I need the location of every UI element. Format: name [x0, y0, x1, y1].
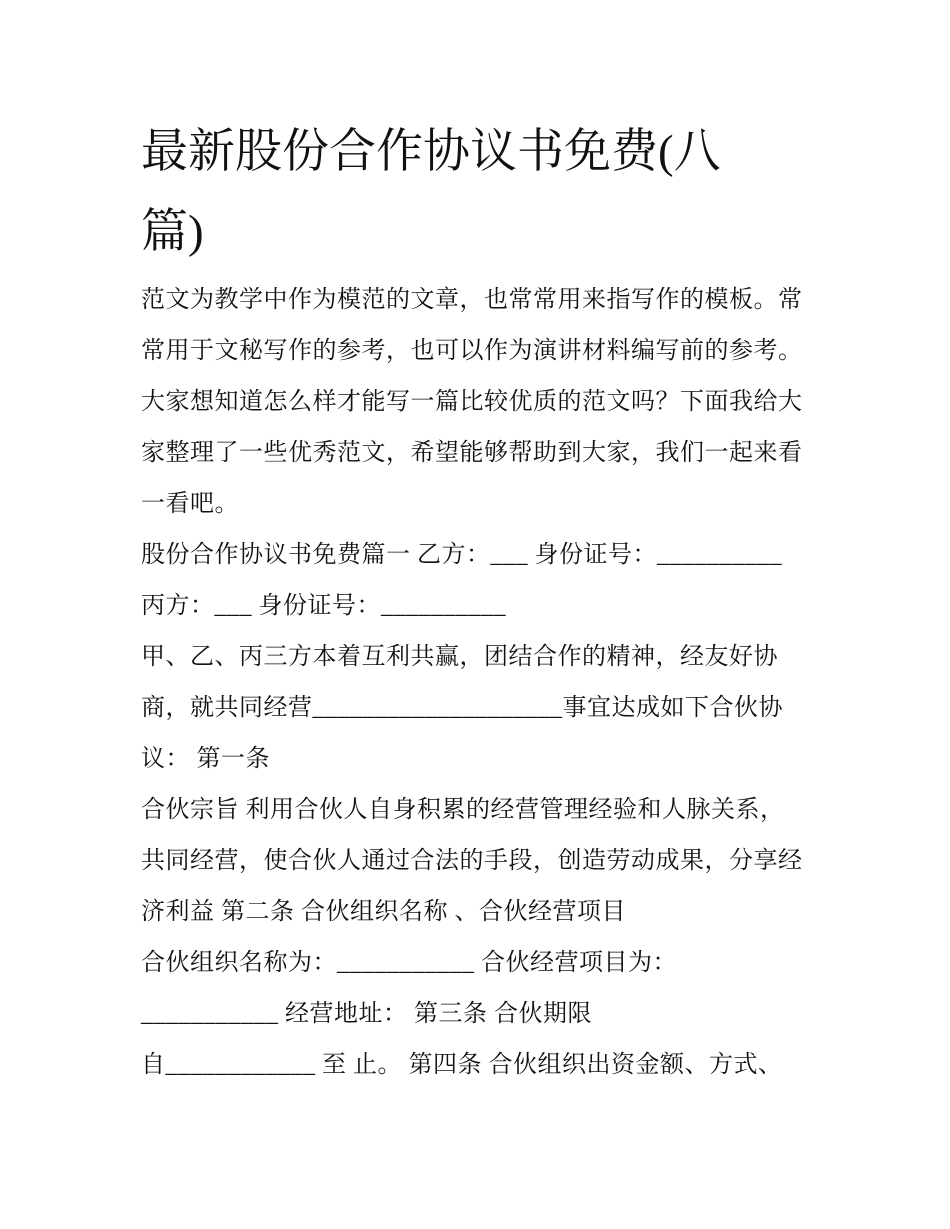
body-line: 商，就共同经营____________________事宜达成如下合伙协	[141, 695, 783, 721]
body-line: 大家想知道怎么样才能写一篇比较优质的范文吗？下面我给大	[141, 389, 803, 415]
body-line: 合伙组织名称为：___________ 合伙经营项目为：	[141, 950, 677, 976]
body-line: 丙方：___ 身份证号：__________	[141, 593, 506, 619]
body-line: 一看吧。	[141, 491, 239, 517]
document-body	[141, 275, 831, 1091]
body-line: 议： 第一条	[141, 746, 270, 772]
body-line: 范文为教学中作为模范的文章，也常常用来指写作的模板。常	[141, 287, 803, 313]
body-line: 甲、乙、丙三方本着互利共赢，团结合作的精神，经友好协	[141, 644, 778, 670]
body-line: 济利益 第二条 合伙组织名称 、合伙经营项目	[141, 899, 626, 925]
title-line: 最新股份合作协议书免费(八	[141, 126, 721, 178]
body-line: 家整理了一些优秀范文，希望能够帮助到大家，我们一起来看	[141, 440, 803, 466]
body-line: 股份合作协议书免费篇一 乙方：___ 身份证号：__________	[141, 542, 782, 568]
body-line: 自____________ 至 止。 第四条 合伙组织出资金额、方式、	[141, 1052, 783, 1078]
body-line: ___________ 经营地址： 第三条 合伙期限	[141, 1001, 592, 1027]
title-line: 篇)	[141, 206, 204, 258]
body-line: 共同经营，使合伙人通过合法的手段，创造劳动成果，分享经	[141, 848, 803, 874]
body-line: 常用于文秘写作的参考，也可以作为演讲材料编写前的参考。	[141, 338, 803, 364]
body-line: 合伙宗旨 利用合伙人自身积累的经营管理经验和人脉关系，	[141, 797, 785, 823]
document-title	[141, 112, 821, 272]
